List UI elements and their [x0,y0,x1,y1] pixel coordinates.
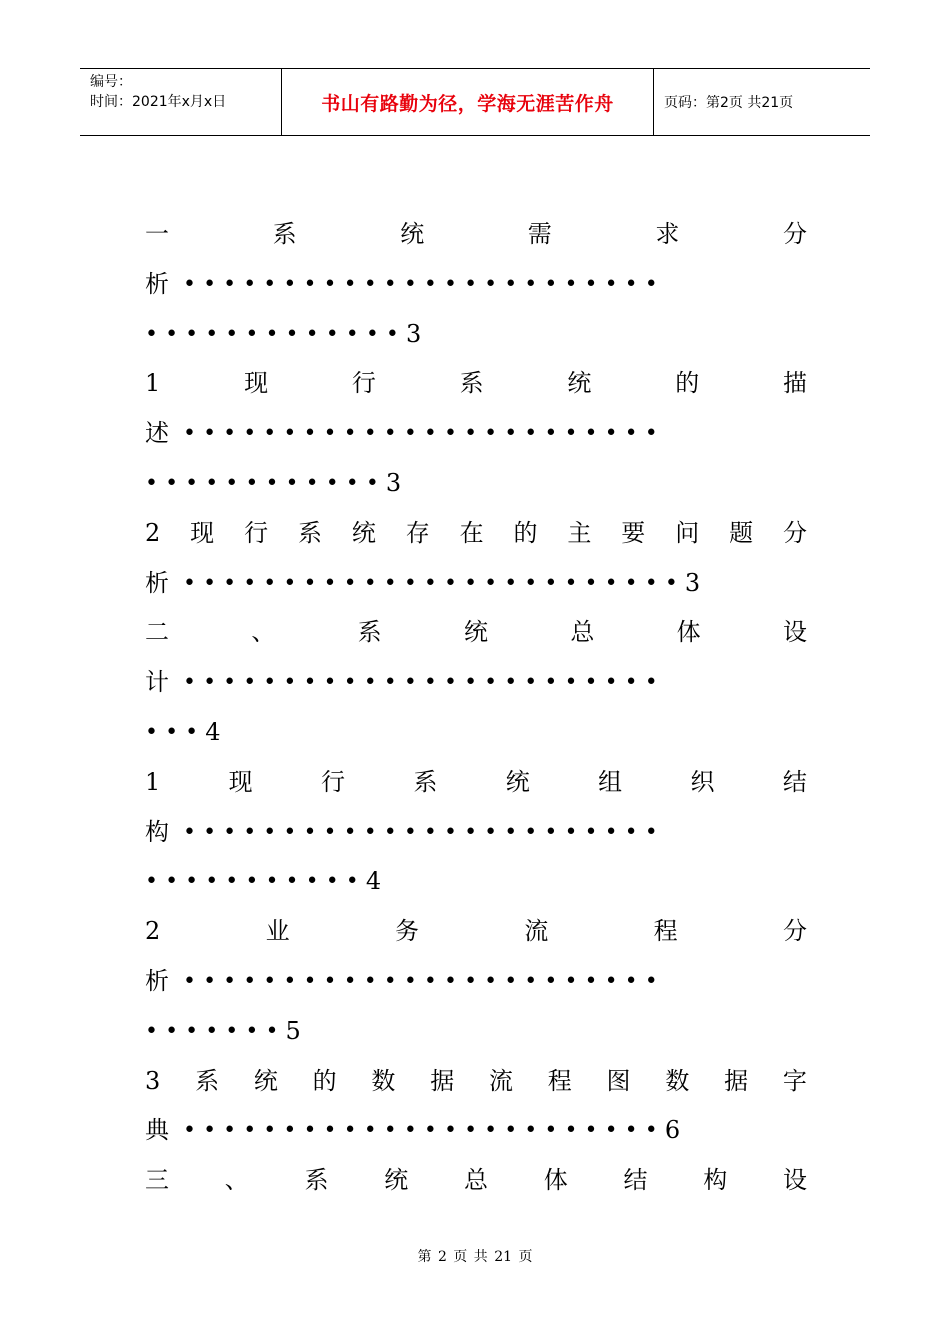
toc-heading-char: 题 [729,518,754,547]
number-label: 编号： [90,74,132,90]
toc-line [145,808,807,858]
toc-page-number: 4 [365,867,382,896]
header-meta-cell [80,69,282,135]
toc-leader-dots: ••••••••••• [145,869,366,895]
toc-leader-dots: •••••••••••••••••••••••• [183,968,665,994]
toc-heading-char: 一 [145,220,169,248]
toc-heading-char: 图 [606,1066,631,1095]
toc-heading-char: 系 [413,767,438,796]
toc-heading-char: 织 [690,767,715,796]
toc-heading-char: 系 [304,1166,329,1195]
toc-page-number: 3 [385,468,402,497]
toc-line [145,1106,807,1156]
toc-leader-dots: ••••••• [145,1018,286,1044]
toc-heading-char: 系 [195,1066,220,1095]
toc-heading-char: 2 [145,917,161,946]
header-motto-cell [282,69,654,135]
toc-heading-char: 系 [357,618,382,647]
toc-line [145,210,807,260]
toc-line [145,857,807,907]
toc-heading-char: 求 [655,220,680,248]
toc-heading-char: 设 [783,1166,807,1195]
motto-text: 书山有路勤为径，学海无涯苦作舟 [321,92,614,115]
toc-leader-dots: •••••••••••• [145,470,386,496]
toc-heading-tail: 述 [145,419,169,448]
toc-leader-dots: ••••••••••••• [145,321,406,347]
toc-leader-dots: ••• [145,719,206,745]
toc-heading-char: 要 [621,518,646,547]
toc-heading-char: 据 [724,1066,749,1095]
toc-page-number: 3 [406,319,422,348]
toc-line [145,1007,807,1057]
toc-leader-dots: •••••••••••••••••••••••• [183,421,665,447]
toc-heading-char: 统 [400,220,425,248]
table-of-contents [145,210,807,1206]
toc-page-number: 6 [664,1116,681,1145]
toc-heading-char: 构 [703,1166,728,1195]
toc-line [145,708,807,758]
toc-heading-char: 业 [265,917,290,946]
page-footer [0,1246,950,1266]
toc-heading-tail: 析 [145,966,169,995]
toc-heading-char: 统 [505,767,530,796]
toc-heading-char: 的 [513,518,538,547]
toc-heading-char: 、 [251,618,276,647]
toc-leader-dots: •••••••••••••••••••••••• [183,1118,665,1144]
toc-heading-char: 三 [145,1166,169,1195]
toc-heading-char: 统 [463,618,488,647]
toc-heading-tail: 构 [145,817,169,846]
toc-heading-char: 组 [598,767,623,796]
toc-heading-char: 二 [145,618,169,647]
toc-heading-char: 行 [351,369,376,398]
toc-heading-tail: 析 [145,568,169,597]
toc-heading-char: 分 [783,917,807,946]
toc-heading-tail: 计 [145,668,169,697]
toc-heading-char: 需 [527,220,552,248]
toc-line [145,658,807,708]
toc-heading-char: 1 [145,767,161,796]
toc-heading-char: 数 [665,1066,690,1095]
toc-leader-dots: ••••••••••••••••••••••••• [183,570,685,596]
toc-heading-char: 问 [675,518,700,547]
toc-heading-char: 、 [224,1166,249,1195]
toc-heading-char: 在 [459,518,484,547]
toc-heading-char: 总 [464,1166,488,1195]
toc-line [145,957,807,1007]
toc-page-number: 3 [684,568,701,597]
toc-heading-char: 务 [394,917,419,946]
toc-heading-char: 现 [244,369,269,398]
time-label: 时间：2021年x月x日 [90,94,227,110]
toc-heading-char: 的 [675,369,700,398]
toc-heading-char: 存 [405,518,430,547]
toc-line [145,1156,807,1206]
toc-heading-char: 程 [653,917,678,946]
toc-leader-dots: •••••••••••••••••••••••• [183,271,665,297]
header-page-cell [654,69,870,135]
toc-heading-char: 1 [145,369,161,398]
toc-heading-char: 结 [782,767,807,796]
toc-heading-char: 统 [567,369,592,398]
toc-heading-char: 的 [312,1066,337,1095]
footer-page-number: 第 2 页 共 21 页 [417,1249,533,1265]
toc-line [145,509,807,559]
toc-heading-char: 总 [570,618,595,647]
toc-heading-char: 分 [782,220,807,248]
toc-line [145,359,807,409]
toc-page-number: 4 [205,717,221,746]
toc-heading-char: 体 [543,1166,568,1195]
toc-heading-tail: 典 [145,1116,169,1145]
toc-heading-char: 程 [547,1066,572,1095]
toc-heading-char: 系 [272,220,297,248]
toc-heading-char: 统 [384,1166,409,1195]
toc-heading-char: 体 [676,618,701,647]
toc-line [145,260,807,310]
toc-heading-char: 结 [623,1166,648,1195]
toc-heading-char: 据 [430,1066,455,1095]
toc-heading-char: 2 [145,518,161,547]
toc-heading-char: 统 [351,518,376,547]
toc-line [145,310,807,360]
toc-leader-dots: •••••••••••••••••••••••• [183,819,665,845]
toc-heading-char: 行 [244,518,269,547]
toc-page-number: 5 [285,1016,301,1045]
toc-heading-char: 流 [488,1066,513,1095]
toc-heading-char: 统 [253,1066,278,1095]
toc-heading-char: 系 [297,518,322,547]
toc-line [145,907,807,957]
toc-heading-char: 现 [190,518,215,547]
toc-heading-char: 设 [782,618,807,647]
toc-line [145,608,807,658]
toc-line [145,1057,807,1107]
toc-heading-char: 数 [371,1066,396,1095]
page-info: 页码：第2页 共21页 [664,95,794,111]
toc-line [145,409,807,459]
toc-line [145,559,807,609]
toc-leader-dots: •••••••••••••••••••••••• [183,670,665,696]
toc-heading-char: 系 [459,369,484,398]
toc-heading-char: 字 [782,1066,807,1095]
toc-heading-char: 现 [228,767,253,796]
toc-heading-char: 3 [145,1066,161,1095]
toc-heading-char: 分 [782,518,807,547]
toc-heading-char: 行 [321,767,346,796]
toc-line [145,459,807,509]
toc-heading-char: 描 [782,369,807,398]
toc-heading-tail: 析 [145,269,169,298]
toc-heading-char: 流 [524,917,549,946]
toc-heading-char: 主 [567,518,592,547]
page-header [80,68,870,136]
toc-line [145,758,807,808]
